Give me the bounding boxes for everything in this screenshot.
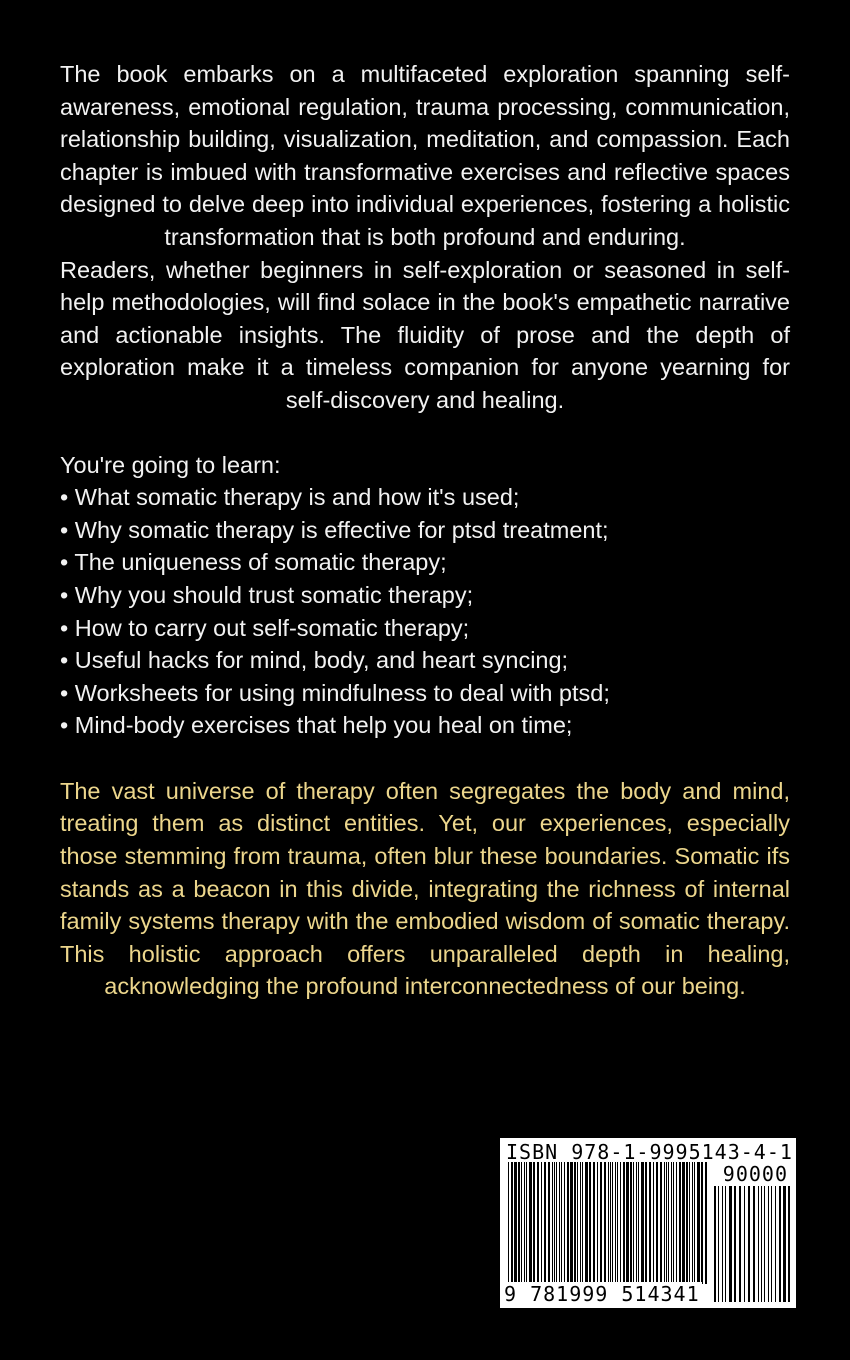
barcode-bar	[577, 1162, 578, 1284]
barcode-bar	[653, 1162, 654, 1284]
barcode-bar	[541, 1162, 542, 1284]
barcode-bar	[561, 1162, 562, 1284]
barcode-bar	[692, 1162, 693, 1284]
back-cover-text	[60, 58, 790, 1003]
barcode-bar	[514, 1162, 517, 1284]
barcode-bar	[511, 1162, 513, 1284]
barcode-bar	[574, 1162, 576, 1284]
barcode-bar	[526, 1162, 527, 1284]
list-item: • Why somatic therapy is effective for ptsd treatment;	[60, 514, 790, 547]
barcode-addon-bar	[771, 1186, 772, 1302]
barcode-bar	[567, 1162, 569, 1284]
barcode-bar	[604, 1162, 606, 1284]
barcode-addon-bar	[753, 1186, 755, 1302]
barcode-addon-bar	[788, 1186, 790, 1302]
barcode-addon-bar	[758, 1186, 759, 1302]
description-paragraph-1: The book embarks on a multifaceted exploration spanning self-awareness, emotional regulation, trauma processing, communication, relationship building, visualization, meditation, and compassion. Each chapter is imbued with transformative exercises and reflective spaces designed to delve deep into individual experiences, fostering a holistic transformation that is both profound and enduring.	[60, 61, 790, 250]
barcode-bar	[529, 1162, 532, 1284]
barcode-bar	[593, 1162, 595, 1284]
barcode-bar	[610, 1162, 611, 1284]
barcode-bar	[615, 1162, 616, 1284]
barcode-bar	[548, 1162, 550, 1284]
barcode-bar	[630, 1162, 632, 1284]
barcode-bar	[589, 1162, 591, 1284]
barcode-bar	[701, 1162, 703, 1284]
barcode-bar	[617, 1162, 618, 1284]
barcode-bar	[608, 1162, 609, 1284]
barcode-bar	[518, 1162, 520, 1284]
barcode-bar	[600, 1162, 602, 1284]
barcode-bar	[612, 1162, 613, 1284]
barcode-bar	[585, 1162, 588, 1284]
barcode-bar	[645, 1162, 647, 1284]
isbn-barcode	[500, 1138, 796, 1308]
barcode-bar	[552, 1162, 553, 1284]
barcode-bar	[649, 1162, 651, 1284]
list-item: • Why you should trust somatic therapy;	[60, 579, 790, 612]
barcode-addon-bar	[722, 1186, 723, 1302]
barcode-bar	[671, 1162, 672, 1284]
barcode-bar	[559, 1162, 560, 1284]
barcode-bar	[582, 1162, 583, 1284]
barcode-bar	[673, 1162, 674, 1284]
barcode-bar	[660, 1162, 662, 1284]
barcode-bar	[656, 1162, 658, 1284]
barcode-addon-bar	[729, 1186, 732, 1302]
list-item: • How to carry out self-somatic therapy;	[60, 612, 790, 645]
barcode-bar	[623, 1162, 625, 1284]
barcode-bar	[537, 1162, 539, 1284]
barcode-addon-bar	[783, 1186, 786, 1302]
barcode-addon-bar	[764, 1186, 765, 1302]
barcode-addon-bar	[739, 1186, 741, 1302]
barcode-bar	[570, 1162, 573, 1284]
barcode-bar	[686, 1162, 688, 1284]
learn-heading: You're going to learn:	[60, 451, 281, 478]
barcode-bar	[508, 1162, 509, 1284]
barcode-bar	[580, 1162, 581, 1284]
barcode-addon-bar	[734, 1186, 736, 1302]
barcode-bar	[521, 1162, 522, 1284]
barcode-bar	[664, 1162, 665, 1284]
barcode-bar	[689, 1162, 690, 1284]
barcode-addon-bar	[714, 1186, 716, 1302]
ean-number: 9 781999 514341	[504, 1282, 700, 1306]
barcode-bar	[524, 1162, 525, 1284]
barcode-bar	[682, 1162, 685, 1284]
description-paragraph-2: Readers, whether beginners in self-exploration or seasoned in self-help methodologies, will find solace in the book's empathetic narrative and actionable insights. The fluidity of prose and the depth of exploration make it a timeless companion for anyone yearning for self-discovery and healing.	[60, 256, 790, 413]
barcode-addon-bar	[779, 1186, 781, 1302]
barcode-bar	[641, 1162, 644, 1284]
list-item: • The uniqueness of somatic therapy;	[60, 546, 790, 579]
barcode-addon-bar	[748, 1186, 750, 1302]
list-item: • Mind-body exercises that help you heal on time;	[60, 709, 790, 742]
barcode-bar	[597, 1162, 598, 1284]
list-item: • What somatic therapy is and how it's used;	[60, 481, 790, 514]
barcode-bar	[556, 1162, 557, 1284]
barcode-bar	[666, 1162, 667, 1284]
price-code: 90000	[722, 1162, 788, 1186]
barcode-bar	[633, 1162, 634, 1284]
barcode-bar	[705, 1162, 707, 1284]
barcode-bar	[533, 1162, 535, 1284]
barcode-addon-bar	[718, 1186, 719, 1302]
barcode-bar	[694, 1162, 695, 1284]
barcode-addon-bar	[725, 1186, 726, 1302]
list-item: • Useful hacks for mind, body, and heart syncing;	[60, 644, 790, 677]
barcode-bar	[564, 1162, 565, 1284]
barcode-addon-bar	[761, 1186, 762, 1302]
barcode-bar	[544, 1162, 546, 1284]
barcode-bar	[554, 1162, 555, 1284]
barcode-bar	[676, 1162, 677, 1284]
barcode-bar	[679, 1162, 681, 1284]
isbn-label: ISBN 978-1-9995143-4-1	[506, 1140, 793, 1164]
barcode-bar	[668, 1162, 669, 1284]
barcode-addon-bar	[775, 1186, 776, 1302]
barcode-bar	[697, 1162, 700, 1284]
barcode-bar	[636, 1162, 637, 1284]
list-item: • Worksheets for using mindfulness to deal with ptsd;	[60, 677, 790, 710]
barcode-bar	[620, 1162, 621, 1284]
highlight-paragraph: The vast universe of therapy often segregates the body and mind, treating them as distinct entities. Yet, our experiences, especially those stemming from trauma, often blur these boundaries. Somatic ifs stands as a beacon in this divide, integrating the richness of internal family systems therapy with the embodied wisdom of somatic therapy. This holistic approach offers unparalleled depth in healing, acknowledging the profound interconnectedness of our being.	[60, 777, 790, 1000]
barcode-addon-bar	[744, 1186, 745, 1302]
barcode-addon-bar	[768, 1186, 769, 1302]
barcode-bar	[626, 1162, 629, 1284]
barcode-bar	[638, 1162, 639, 1284]
learn-list	[60, 481, 790, 742]
